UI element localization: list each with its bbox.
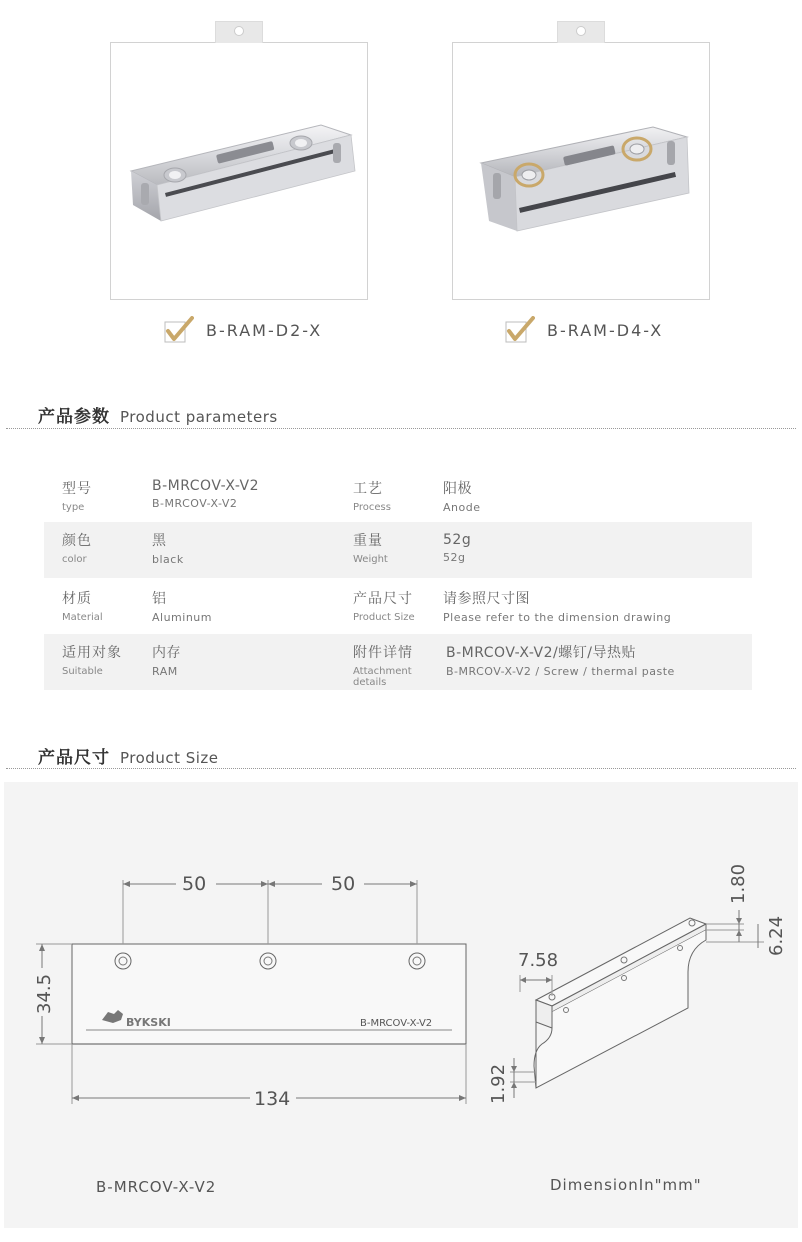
spec-value: 52g 52g — [443, 532, 472, 564]
dim-spacing-right: 50 — [331, 873, 356, 895]
engraving-text: B-MRCOV-X-V2 — [360, 1018, 433, 1029]
model-caption: B-MRCOV-X-V2 — [96, 1178, 217, 1196]
section-heading-params — [38, 402, 278, 427]
variant-option-d2[interactable] — [162, 316, 322, 344]
spec-row — [44, 468, 752, 524]
variant-label: B-RAM-D2-X — [206, 320, 323, 340]
spec-label: 重量 Weight — [353, 533, 388, 565]
spec-label: 工艺 Process — [353, 481, 391, 513]
hang-tab — [215, 21, 263, 43]
variant-label: B-RAM-D4-X — [547, 320, 664, 340]
svg-text:BYKSKI: BYKSKI — [126, 1016, 171, 1029]
ram-cover-d2-image — [111, 43, 369, 301]
hang-tab — [557, 21, 605, 43]
checkbox-checked-icon[interactable] — [162, 316, 194, 344]
spec-row — [44, 634, 752, 690]
spec-value: 黑 black — [152, 533, 184, 566]
dimension-drawing-panel — [4, 782, 798, 1228]
spec-value: 铝 Aluminum — [152, 591, 212, 624]
spec-value: 内存 RAM — [152, 645, 181, 678]
section-heading-size — [38, 743, 219, 768]
side-view — [488, 864, 787, 1104]
dim-profile-height: 6.24 — [766, 915, 787, 956]
dimension-drawing — [4, 782, 798, 1228]
spec-label: 颜色 color — [62, 533, 92, 565]
section-title-cn: 产品尺寸 — [38, 748, 110, 768]
spec-row — [44, 522, 752, 578]
section-title-en: Product parameters — [120, 408, 278, 426]
spec-value: B-MRCOV-X-V2/螺钉/导热贴 B-MRCOV-X-V2 / Screw / thermal paste — [446, 645, 675, 678]
spec-value: B-MRCOV-X-V2 B-MRCOV-X-V2 — [152, 478, 260, 510]
spec-label: 附件详情 Attachment details — [353, 645, 413, 688]
dim-top-thickness: 1.80 — [728, 863, 749, 904]
dim-spacing-left: 50 — [182, 873, 207, 895]
dim-bottom-thickness: 1.92 — [488, 1063, 509, 1104]
product-card-d2[interactable] — [110, 42, 368, 300]
section-divider — [6, 768, 796, 769]
dim-length: 134 — [254, 1088, 291, 1110]
spec-label: 材质 Material — [62, 591, 103, 623]
front-view — [32, 873, 466, 1110]
section-title-cn: 产品参数 — [38, 407, 110, 427]
section-divider — [6, 428, 796, 429]
variant-option-d4[interactable] — [503, 316, 663, 344]
spec-value: 请参照尺寸图 Please refer to the dimension drawing — [443, 591, 672, 624]
product-card-d4[interactable] — [452, 42, 710, 300]
spec-label: 型号 type — [62, 481, 92, 513]
spec-value: 阳极 Anode — [443, 481, 481, 514]
section-title-en: Product Size — [120, 749, 219, 767]
unit-caption: DimensionIn"mm" — [550, 1176, 702, 1194]
spec-label: 产品尺寸 Product Size — [353, 591, 415, 623]
checkbox-checked-icon[interactable] — [503, 316, 535, 344]
spec-row — [44, 578, 752, 634]
dim-height: 34.5 — [34, 973, 55, 1014]
spec-label: 适用对象 Suitable — [62, 645, 122, 677]
ram-cover-d4-image — [453, 43, 711, 301]
dim-lip-width: 7.58 — [518, 950, 559, 971]
